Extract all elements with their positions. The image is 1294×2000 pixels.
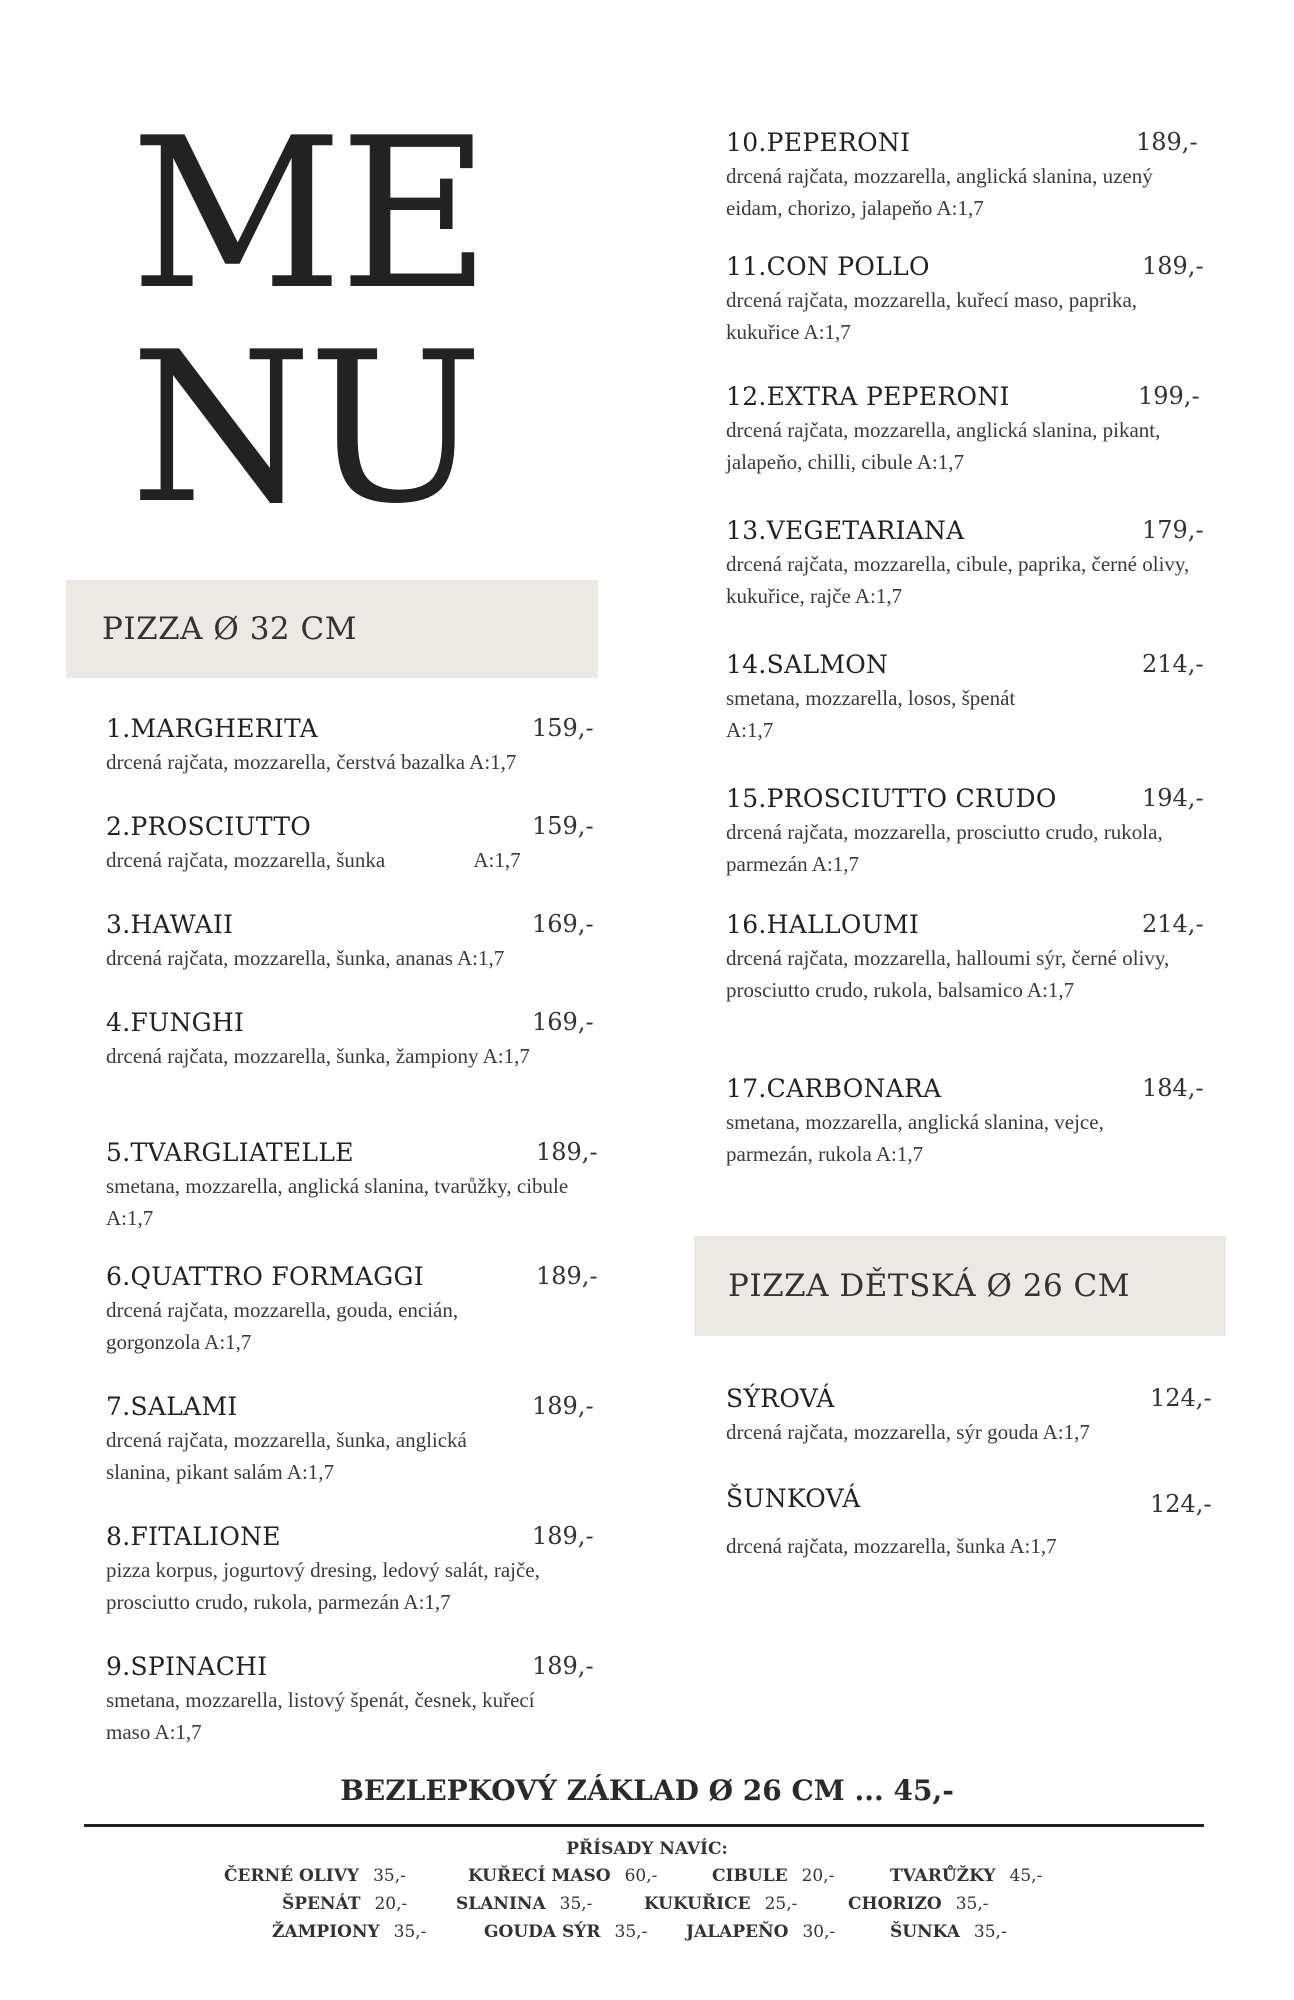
extra-name: JALAPEŇO: [686, 1922, 789, 1942]
item-name: 10.PEPERONI: [726, 128, 911, 157]
menu-item: [726, 128, 1226, 224]
item-price: 214,-: [1142, 910, 1204, 938]
extra-item: [890, 1866, 1042, 1886]
item-name: 5.TVARGLIATELLE: [106, 1138, 354, 1167]
item-name: 11.CON POLLO: [726, 252, 930, 281]
item-price: 184,-: [1142, 1074, 1204, 1102]
item-name: 7.SALAMI: [106, 1392, 238, 1421]
menu-item: [726, 1384, 1226, 1448]
footer-divider: [84, 1824, 1204, 1827]
extra-price: 35,-: [955, 1894, 989, 1914]
item-price: 189,-: [532, 1392, 594, 1420]
item-price: 124,-: [1150, 1490, 1212, 1518]
extras-title: PŘÍSADY NAVÍC:: [566, 1839, 728, 1859]
extra-price: 45,-: [1009, 1866, 1043, 1886]
item-description: drcená rajčata, mozzarella, šunka A:1,7: [106, 848, 521, 872]
item-price: 189,-: [532, 1652, 594, 1680]
item-description: drcená rajčata, mozzarella, šunka A:1,7: [726, 1534, 1057, 1558]
item-price: 189,-: [536, 1138, 598, 1166]
item-name: 16.HALLOUMI: [726, 910, 920, 939]
section-header-pizza-label: PIZZA Ø 32 CM: [102, 611, 357, 647]
menu-item: [106, 1262, 596, 1358]
extra-item: [712, 1866, 834, 1886]
item-price: 189,-: [1136, 128, 1198, 156]
extra-item: [272, 1922, 426, 1942]
extra-price: 20,-: [801, 1866, 835, 1886]
extra-price: 30,-: [802, 1922, 836, 1942]
item-description: drcená rajčata, mozzarella, kuřecí maso, paprika, kukuřice A:1,7: [726, 288, 1138, 344]
extra-name: CHORIZO: [848, 1894, 942, 1914]
item-description: drcená rajčata, mozzarella, čerstvá bazalka A:1,7: [106, 750, 517, 774]
menu-item: [726, 1074, 1226, 1170]
item-price: 189,-: [532, 1522, 594, 1550]
item-description: drcená rajčata, mozzarella, cibule, paprika, černé olivy, kukuřice, rajče A:1,7: [726, 552, 1190, 608]
extra-item: [890, 1922, 1007, 1942]
extra-name: GOUDA SÝR: [484, 1922, 601, 1942]
item-price: 169,-: [532, 910, 594, 938]
extras-row: [0, 1922, 1294, 1950]
extra-name: TVARŮŽKY: [890, 1866, 996, 1886]
extra-price: 25,-: [764, 1894, 798, 1914]
item-description: drcená rajčata, mozzarella, šunka, žampiony A:1,7: [106, 1044, 530, 1068]
extra-name: ŠUNKA: [890, 1922, 960, 1942]
extra-price: 35,-: [973, 1922, 1007, 1942]
extra-item: [468, 1866, 657, 1886]
extra-name: KUKUŘICE: [644, 1894, 751, 1914]
item-description: drcená rajčata, mozzarella, prosciutto crudo, rukola, parmezán A:1,7: [726, 820, 1163, 876]
item-name: 3.HAWAII: [106, 910, 234, 939]
item-name: 2.PROSCIUTTO: [106, 812, 312, 841]
item-description: drcená rajčata, mozzarella, šunka, anglická slanina, pikant salám A:1,7: [106, 1428, 467, 1484]
item-price: 189,-: [536, 1262, 598, 1290]
menu-item: [726, 910, 1226, 1006]
extra-name: SLANINA: [456, 1894, 546, 1914]
extra-item: [644, 1894, 797, 1914]
item-name: 12.EXTRA PEPERONI: [726, 382, 1010, 411]
menu-item: [106, 1008, 596, 1072]
extra-name: KUŘECÍ MASO: [468, 1866, 611, 1886]
item-name: 9.SPINACHI: [106, 1652, 268, 1681]
menu-item: [726, 252, 1226, 348]
item-name: 13.VEGETARIANA: [726, 516, 965, 545]
item-description: drcená rajčata, mozzarella, anglická slanina, uzený eidam, chorizo, jalapeňo A:1,7: [726, 164, 1153, 220]
menu-title-line2: NU: [130, 308, 480, 550]
extra-price: 20,-: [374, 1894, 408, 1914]
extra-price: 35,-: [373, 1866, 406, 1886]
item-price: 124,-: [1150, 1384, 1212, 1412]
extra-item: [282, 1894, 407, 1914]
item-description: smetana, mozzarella, losos, špenát A:1,7: [726, 686, 1016, 742]
item-name: 17.CARBONARA: [726, 1074, 942, 1103]
extra-name: ŽAMPIONY: [272, 1922, 380, 1942]
section-header-kids-label: PIZZA DĚTSKÁ Ø 26 CM: [728, 1268, 1130, 1304]
extra-item: [686, 1922, 835, 1942]
extra-price: 35,-: [559, 1894, 593, 1914]
extra-item: [224, 1866, 406, 1886]
item-name: ŠUNKOVÁ: [726, 1484, 861, 1513]
extras-row: [0, 1866, 1294, 1894]
menu-item: [726, 1484, 1226, 1562]
item-description: smetana, mozzarella, listový špenát, česnek, kuřecí maso A:1,7: [106, 1688, 535, 1744]
extra-item: [484, 1922, 647, 1942]
extra-price: 60,-: [624, 1866, 658, 1886]
item-name: 14.SALMON: [726, 650, 889, 679]
item-price: 179,-: [1142, 516, 1204, 544]
section-header-kids-pizza: [694, 1236, 1226, 1336]
item-name: 1.MARGHERITA: [106, 714, 319, 743]
menu-item: [106, 714, 596, 778]
menu-item: [726, 784, 1226, 880]
menu-item: [726, 382, 1226, 478]
item-price: 214,-: [1142, 650, 1204, 678]
item-price: 199,-: [1138, 382, 1200, 410]
extras-row: [0, 1894, 1294, 1922]
item-description: pizza korpus, jogurtový dresing, ledový salát, rajče, prosciutto crudo, rukola, parmezán A:1,7: [106, 1558, 540, 1614]
menu-item: [106, 1138, 596, 1234]
item-price: 194,-: [1142, 784, 1204, 812]
menu-item: [726, 516, 1226, 612]
menu-item: [106, 1652, 596, 1748]
extra-price: 35,-: [393, 1922, 427, 1942]
item-name: 4.FUNGHI: [106, 1008, 245, 1037]
item-description: drcená rajčata, mozzarella, anglická slanina, pikant, jalapeňo, chilli, cibule A:1,7: [726, 418, 1161, 474]
item-description: drcená rajčata, mozzarella, sýr gouda A:1,7: [726, 1420, 1090, 1444]
item-name: 6.QUATTRO FORMAGGI: [106, 1262, 424, 1291]
item-description: smetana, mozzarella, anglická slanina, vejce, parmezán, rukola A:1,7: [726, 1110, 1104, 1166]
extra-item: [456, 1894, 592, 1914]
item-description: smetana, mozzarella, anglická slanina, tvarůžky, cibule A:1,7: [106, 1174, 569, 1230]
menu-title-line1: ME: [130, 94, 487, 336]
extra-name: CIBULE: [712, 1866, 788, 1886]
item-price: 159,-: [532, 714, 594, 742]
item-description: drcená rajčata, mozzarella, halloumi sýr, černé olivy, prosciutto crudo, rukola, balsamico A:1,7: [726, 946, 1170, 1002]
section-header-pizza: [66, 580, 598, 678]
item-description: drcená rajčata, mozzarella, šunka, ananas A:1,7: [106, 946, 505, 970]
extra-name: ČERNÉ OLIVY: [224, 1866, 360, 1886]
menu-item: [106, 1392, 596, 1488]
extra-item: [848, 1894, 988, 1914]
extra-price: 35,-: [614, 1922, 648, 1942]
item-price: 159,-: [532, 812, 594, 840]
item-name: 8.FITALIONE: [106, 1522, 281, 1551]
item-description: drcená rajčata, mozzarella, gouda, encián, gorgonzola A:1,7: [106, 1298, 459, 1354]
menu-title: [130, 94, 590, 550]
extra-name: ŠPENÁT: [282, 1894, 361, 1914]
menu-item: [106, 812, 596, 876]
menu-item: [726, 650, 1226, 746]
menu-item: [106, 1522, 596, 1618]
gluten-free-base-note: BEZLEPKOVÝ ZÁKLAD Ø 26 CM ... 45,-: [340, 1774, 954, 1807]
item-price: 189,-: [1142, 252, 1204, 280]
menu-item: [106, 910, 596, 974]
item-name: SÝROVÁ: [726, 1384, 835, 1413]
item-name: 15.PROSCIUTTO CRUDO: [726, 784, 1057, 813]
item-price: 169,-: [532, 1008, 594, 1036]
